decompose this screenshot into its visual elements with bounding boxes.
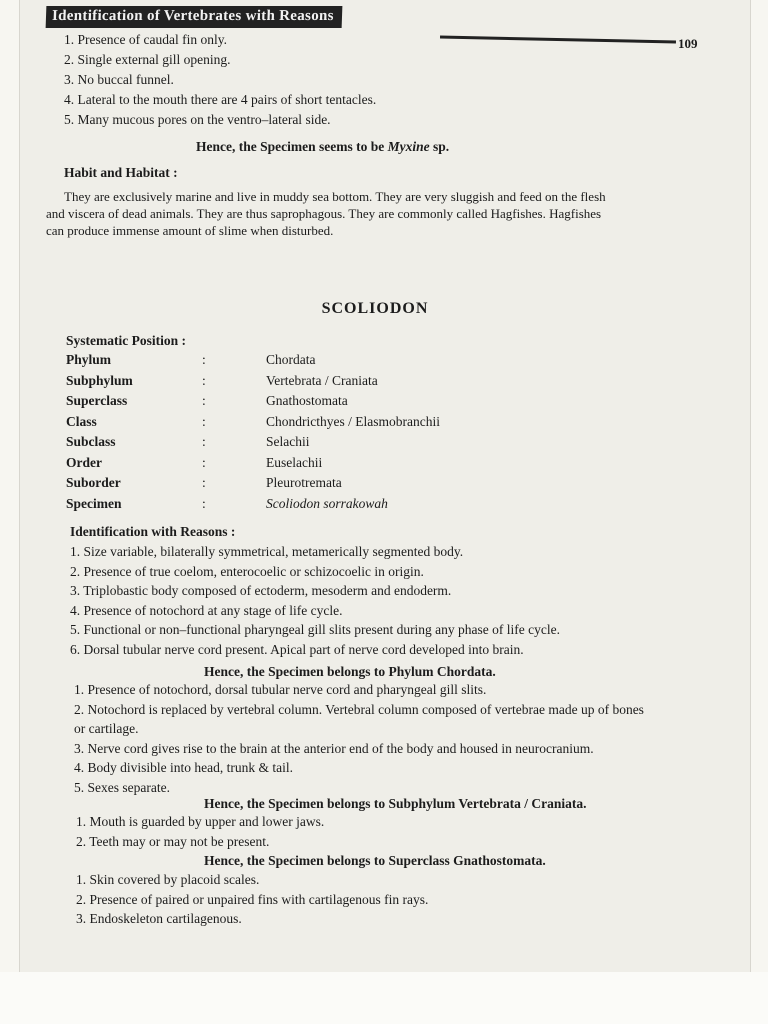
list-item: 2. Notochord is replaced by vertebral column. Vertebral column composed of vertebrae made up of bones <box>74 701 644 717</box>
list-item: 2. Presence of true coelom, enterocoelic or schizocoelic in origin. <box>70 563 424 579</box>
rank-separator: : <box>202 434 206 450</box>
identification-heading: Identification with Reasons : <box>70 524 236 539</box>
paragraph-line: can produce immense amount of slime when disturbed. <box>46 223 334 238</box>
list-item: 1. Presence of notochord, dorsal tubular nerve cord and pharyngeal gill slits. <box>74 682 487 697</box>
page-number: 109 <box>678 36 698 51</box>
chondrichthyes-reasons <box>76 870 428 929</box>
table-row <box>66 391 526 412</box>
rank-separator: : <box>202 352 206 368</box>
table-row <box>66 371 526 392</box>
table-row <box>66 432 526 453</box>
rank-separator: : <box>202 475 206 491</box>
rank-value: Pleurotremata <box>266 475 342 491</box>
list-item: 6. Dorsal tubular nerve cord present. Apical part of nerve cord developed into brain. <box>70 641 524 657</box>
taxonomy-table <box>66 350 526 514</box>
paragraph-line: and viscera of dead animals. They are thus saprophagous. They are commonly called Hagfishes. Hagfishes <box>46 206 602 221</box>
systematic-heading: Systematic Position : <box>66 333 186 348</box>
rank-label: Class <box>66 413 97 429</box>
list-item: 5. Functional or non–functional pharyngeal gill slits present during any phase of life cycle. <box>70 622 561 637</box>
list-item: 1. Mouth is guarded by upper and lower jaws. <box>76 814 325 829</box>
table-row <box>66 473 526 494</box>
list-item: 5. Many mucous pores on the ventro–lateral side. <box>64 112 331 127</box>
chordata-conclusion: Hence, the Specimen belongs to Phylum Chordata. <box>204 664 496 679</box>
rank-value: Vertebrata / Craniata <box>266 372 378 388</box>
list-item: 1. Presence of caudal fin only. <box>64 32 227 47</box>
rank-value: Gnathostomata <box>266 393 348 409</box>
habit-paragraph <box>46 188 704 239</box>
list-item: 3. No buccal funnel. <box>64 72 174 87</box>
list-item: 4. Lateral to the mouth there are 4 pairs of short tentacles. <box>64 92 377 107</box>
paragraph-line: They are exclusively marine and live in muddy sea bottom. They are very sluggish and feed on the flesh <box>64 189 606 204</box>
list-item: 5. Sexes separate. <box>74 779 170 795</box>
rank-separator: : <box>202 495 206 511</box>
table-row <box>66 494 526 515</box>
rank-separator: : <box>202 413 206 429</box>
list-item: 2. Single external gill opening. <box>64 52 231 67</box>
table-row <box>66 350 526 371</box>
gnathostomata-conclusion: Hence, the Specimen belongs to Superclass Gnathostomata. <box>204 853 546 868</box>
myxine-conclusion: Hence, the Specimen seems to be Myxine sp. <box>196 139 450 154</box>
rank-label: Subclass <box>66 434 116 450</box>
page-margin <box>0 972 768 1024</box>
rank-value: Chordata <box>266 352 316 368</box>
list-item: 3. Endoskeleton cartilagenous. <box>76 911 242 926</box>
habit-heading: Habit and Habitat : <box>64 165 178 180</box>
table-row <box>66 412 526 433</box>
list-item: 2. Teeth may or may not be present. <box>76 833 270 849</box>
rank-label: Suborder <box>66 475 121 491</box>
list-item: 4. Presence of notochord at any stage of life cycle. <box>70 602 343 618</box>
vertebrata-conclusion: Hence, the Specimen belongs to Subphylum Vertebrata / Craniata. <box>204 796 587 811</box>
list-item: 3. Nerve cord gives rise to the brain at the anterior end of the body and housed in neurocranium. <box>74 740 594 756</box>
gnathostomata-reasons <box>76 812 324 851</box>
rank-value: Selachii <box>266 434 310 450</box>
rank-value: Scoliodon sorrakowah <box>266 495 388 511</box>
rank-label: Order <box>66 454 102 470</box>
rank-separator: : <box>202 393 206 409</box>
table-row <box>66 453 526 474</box>
list-item: or cartilage. <box>74 721 139 736</box>
list-item: 1. Size variable, bilaterally symmetrical, metamerically segmented body. <box>70 544 464 559</box>
rank-label: Subphylum <box>66 372 133 388</box>
rank-separator: : <box>202 454 206 470</box>
rank-label: Specimen <box>66 495 122 511</box>
list-item: 2. Presence of paired or unpaired fins with cartilagenous fin rays. <box>76 891 429 907</box>
section-title: SCOLIODON <box>321 300 429 317</box>
rank-value: Euselachii <box>266 454 323 470</box>
list-item: 3. Triplobastic body composed of ectoderm, mesoderm and endoderm. <box>70 583 452 598</box>
rank-label: Superclass <box>66 393 128 409</box>
chapter-header <box>46 2 342 32</box>
list-item: 1. Skin covered by placoid scales. <box>76 872 260 887</box>
list-item: 4. Body divisible into head, trunk & tail. <box>74 760 293 775</box>
vertebrata-reasons <box>74 680 644 797</box>
myxine-reasons <box>64 30 376 130</box>
rank-separator: : <box>202 372 206 388</box>
chapter-title: Identification of Vertebrates with Reasons <box>46 6 343 28</box>
chordata-reasons <box>70 542 560 659</box>
rank-value: Chondricthyes / Elasmobranchii <box>266 413 440 429</box>
rank-label: Phylum <box>66 352 112 368</box>
